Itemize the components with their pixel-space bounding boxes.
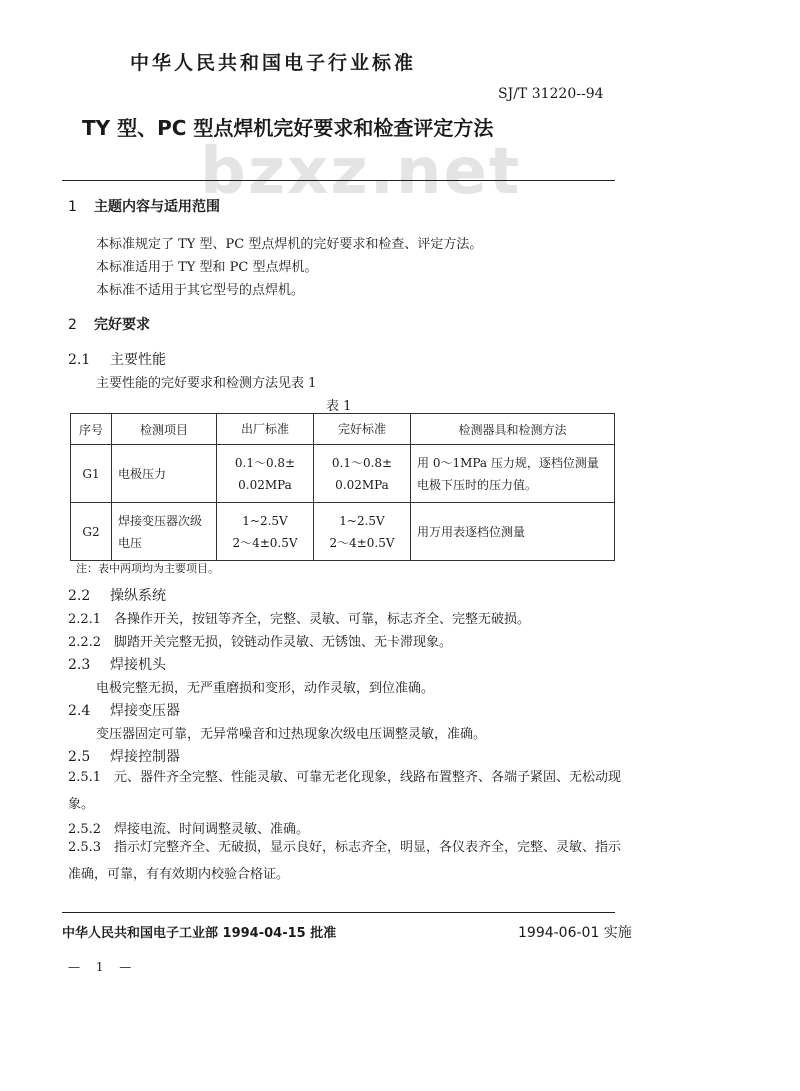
approval-date: 中华人民共和国电子工业部 1994-04-15 批准 — [62, 926, 337, 941]
paragraph: 本标准适用于 TY 型和 PC 型点焊机。 — [96, 260, 318, 275]
cell-line: 0.1～0.8± — [331, 455, 393, 470]
section-2-4-heading: 2.4 焊接变压器 — [68, 703, 180, 719]
cell-line: 1~2.5V — [242, 513, 288, 528]
table-cell — [314, 445, 411, 503]
table-row — [71, 445, 615, 503]
cell-line: 0.02MPa — [238, 477, 292, 492]
footer-divider — [62, 912, 615, 913]
paragraph: 变压器固定可靠，无异常噪音和过热现象次级电压调整灵敏，准确。 — [96, 727, 487, 742]
watermark: bzxz.net — [200, 135, 522, 209]
table-cell: 用万用表逐档位测量 — [411, 503, 615, 561]
section-2-1-heading: 2.1 主要性能 — [68, 352, 166, 368]
table-caption: 表 1 — [326, 399, 352, 414]
cell-line: 2～4±0.5V — [329, 535, 395, 550]
table-cell: 电极压力 — [112, 445, 217, 503]
cell-line: 1~2.5V — [339, 513, 385, 528]
page-number: — 1 — — [68, 960, 138, 974]
section-2-3-heading: 2.3 焊接机头 — [68, 657, 166, 673]
clause-2-5-3: 2.5.3 指示灯完整齐全、无破损，显示良好，标志齐全，明显，各仪表齐全，完整、灵敏、指示准确，可靠，有有效期内校验合格证。 — [68, 840, 622, 882]
table-cell — [217, 445, 314, 503]
standard-code: SJ/T 31220--94 — [498, 86, 604, 102]
paragraph: 本标准不适用于其它型号的点焊机。 — [96, 283, 305, 298]
paragraph: 本标准规定了 TY 型、PC 型点焊机的完好要求和检查、评定方法。 — [96, 237, 483, 252]
table-cell — [217, 503, 314, 561]
table-cell: 焊接变压器次级电压 — [112, 503, 217, 561]
cell-line: 2～4±0.5V — [232, 535, 298, 550]
clause-2-2-2: 2.2.2 脚踏开关完整无损，铰链动作灵敏、无锈蚀、无卡滞现象。 — [68, 635, 453, 650]
table-header-row — [71, 414, 615, 445]
cell-line: 0.02MPa — [335, 477, 389, 492]
clause-2-5-1: 2.5.1 元、器件齐全完整、性能灵敏、可靠无老化现象，线路布置整齐、各端子紧固、无松动现象。 — [68, 770, 622, 812]
table-note: 注：表中两项均为主要项目。 — [76, 562, 219, 575]
section-1-heading: 1 主题内容与适用范围 — [68, 199, 220, 215]
table-header-cell: 出厂标准 — [217, 414, 314, 445]
table-cell: G1 — [71, 445, 112, 503]
standard-category: 中华人民共和国电子行业标准 — [130, 52, 417, 74]
table-header-cell: 序号 — [71, 414, 112, 445]
section-2-2-heading: 2.2 操纵系统 — [68, 588, 166, 604]
title-divider — [62, 180, 615, 181]
effective-date: 1994-06-01 实施 — [518, 925, 632, 941]
section-2-5-heading: 2.5 焊接控制器 — [68, 749, 180, 765]
cell-line: 0.1～0.8± — [234, 455, 296, 470]
table-header-cell: 完好标准 — [314, 414, 411, 445]
table-cell — [314, 503, 411, 561]
table-header-cell: 检测器具和检测方法 — [411, 414, 615, 445]
table-row — [71, 503, 615, 561]
table-header-cell: 检测项目 — [112, 414, 217, 445]
paragraph: 主要性能的完好要求和检测方法见表 1 — [96, 376, 317, 391]
section-2-heading: 2 完好要求 — [68, 317, 150, 333]
clause-2-2-1: 2.2.1 各操作开关，按钮等齐全，完整、灵敏、可靠，标志齐全、完整无破损。 — [68, 612, 531, 627]
table-cell: G2 — [71, 503, 112, 561]
document-title: TY 型、PC 型点焊机完好要求和检查评定方法 — [82, 116, 494, 140]
table-cell: 用 0～1MPa 压力规，逐档位测量电极下压时的压力值。 — [411, 445, 615, 503]
clause-2-5-2: 2.5.2 焊接电流、时间调整灵敏、准确。 — [68, 822, 310, 837]
table-1 — [70, 413, 615, 561]
paragraph: 电极完整无损，无严重磨损和变形，动作灵敏，到位准确。 — [96, 681, 435, 696]
